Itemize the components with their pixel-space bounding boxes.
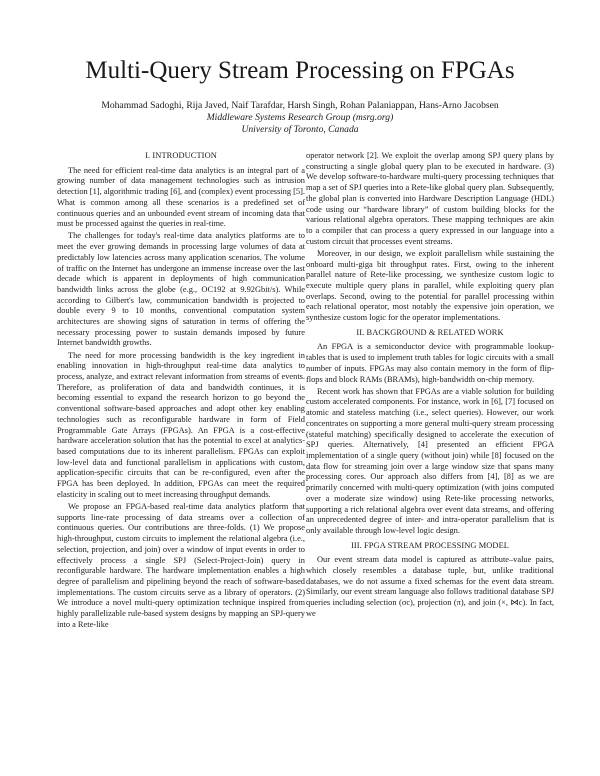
affiliation-university: University of Toronto, Canada — [241, 124, 359, 135]
paper-title: Multi-Query Stream Processing on FPGAs — [85, 57, 515, 84]
body-paragraph: We propose an FPGA-based real-time data analytics platform that supports line-rate processing of data streams over a collection of continuous queries. Our contributions are three-folds. (1) We propose high-throughput, custom circuits to implement the relational algebra (i.e., selection, projection, and join) over a window of input events in order to effectively process a single SPJ (Select-Project-Join) query in reconfigurable hardware. The hardware implementation enables a high degree of parallelism and pipelining beyond the reach of software-based implementations. The custom circuits serve as a library of operators. (2) We introduce a novel multi-query optimization technique inspired from highly parallelizable rule-based system designs by mapping an SPJ-query into a Rete-like — [57, 502, 305, 629]
body-paragraph: The need for efficient real-time data analytics is an integral part of a growing number of data management technologies such as intrusion detection [1], algorithmic trading [6], and (complex) event processing [5]. What is common among all these scenarios is a predefined set of continuous queries and an unbounded event stream of incoming data that must be processed against the queries in real-time. — [57, 165, 305, 229]
body-paragraph: An FPGA is a semiconductor device with programmable lookup-tables that is used to implement truth tables for logic circuits with a small number of inputs. FPGAs may also contain memory in the form of flip-flops and block RAMs (BRAMs), high-bandwidth on-chip memory. — [306, 342, 554, 384]
right-column — [306, 151, 554, 621]
body-paragraph: The need for more processing bandwidth is the key ingredient in enabling innovation in high-throughput real-time data analytics to process, analyze, and extract relevant information from streams of events. Therefore, as proliferation of data and bandwidth continues, it is becoming essential to expand the research horizon to go beyond the conventional software-based approaches and adopt other key enabling technologies such as reconfigurable hardware in form of Field Programmable Gate Arrays (FPGAs). An FPGA is a cost-effective hardware acceleration solution that has the potential to excel at analytics-based computations due to its inherent parallelism. FPGAs can exploit low-level data and functional parallelism in applications with custom, application-specific circuits that can be re-configured, even after the FPGA has been deployed. In addition, FPGAs can meet the required elasticity in scaling out to meet increasing throughput demands. — [57, 350, 305, 499]
section-heading-introduction: I. INTRODUCTION — [145, 151, 217, 160]
body-paragraph: Recent work has shown that FPGAs are a viable solution for building custom accelerated components. For instance, work in [6], [7] focused on atomic and stateless matching (i.e., select queries). However, our work concentrates on supporting a more general multi-query stream processing (stateful matching) specifically designed to accelerate the execution of SPJ queries. Alternatively, [4] presented an efficient FPGA implementation of a single query (without join) while [8] focused on the data flow for streaming join over a large window size that spans many processing cores. Our approach also differs from [4], [8] as we are primarily concerned with multi-query optimization (with joins computed over a moderate size window) using Rete-like processing networks, supporting a rich relational algebra over event data streams, and offering an unprecedented degree of inter- and intra-operator parallelism that is only available through low-level logic design. — [306, 386, 554, 535]
left-column — [57, 151, 305, 632]
section-heading-background: II. BACKGROUND & RELATED WORK — [356, 327, 504, 337]
author-list: Mohammad Sadoghi, Rija Javed, Naif Tarafdar, Harsh Singh, Rohan Palaniappan, Hans-Arno Jacobsen — [101, 100, 499, 111]
body-paragraph: Our event stream data model is captured as attribute–value pairs, which closely resembles a database tuple, but, unlike traditional databases, we do not assume a fixed schemas for the event data stream. Similarly, our event stream language also follows traditional database SPJ queries including selection (σc), projection (π), and join (×, ⋈c). In fact, we — [306, 555, 554, 618]
body-paragraph: The challenges for today's real-time data analytics platforms are to meet the ever growing demands in processing large volumes of data at predictably low latencies across many application scenarios. The volume of traffic on the Internet has undergone an immense increase over the last decade which is apparent in deployments of high communication bandwidth links across the globe (e.g., OC192 at 9.92Gbit/s). While according to Gilbert's law, communication bandwidth is projected to double every 9 to 10 months, conventional computation system architectures are showing signs of saturation in terms of offering the necessary processing power to sustain demands imposed by future Internet bandwidth growths. — [57, 231, 305, 348]
section-heading-model: III. FPGA STREAM PROCESSING MODEL — [350, 540, 510, 550]
body-paragraph: Moreover, in our design, we exploit parallelism while sustaining the onboard multi-giga bit throughput rates. First, owing to the inherent parallel nature of Rete-like processing, we synthesize custom logic to execute multiple query plans in parallel, while exploiting query plan overlaps. Second, owing to the potential for parallel processing within each relational operator, most notably the expensive join operation, we synthesize custom logic for the operator implementations. — [306, 248, 554, 323]
affiliation-group: Middleware Systems Research Group (msrg.org) — [206, 112, 394, 123]
body-paragraph: operator network [2]. We exploit the overlap among SPJ query plans by constructing a single global query plan to be executed in hardware. (3) We develop software-to-hardware multi-query processing techniques that map a set of SPJ queries into a Rete-like global query plan. Subsequently, the global plan is converted into Hardware Description Language (HDL) code using our “hardware library” of custom building blocks for the various relational algebra operators. These mapping techniques are akin to a compiler that can process a query expressed in our language into a custom circuit that processes event streams. — [306, 151, 554, 246]
